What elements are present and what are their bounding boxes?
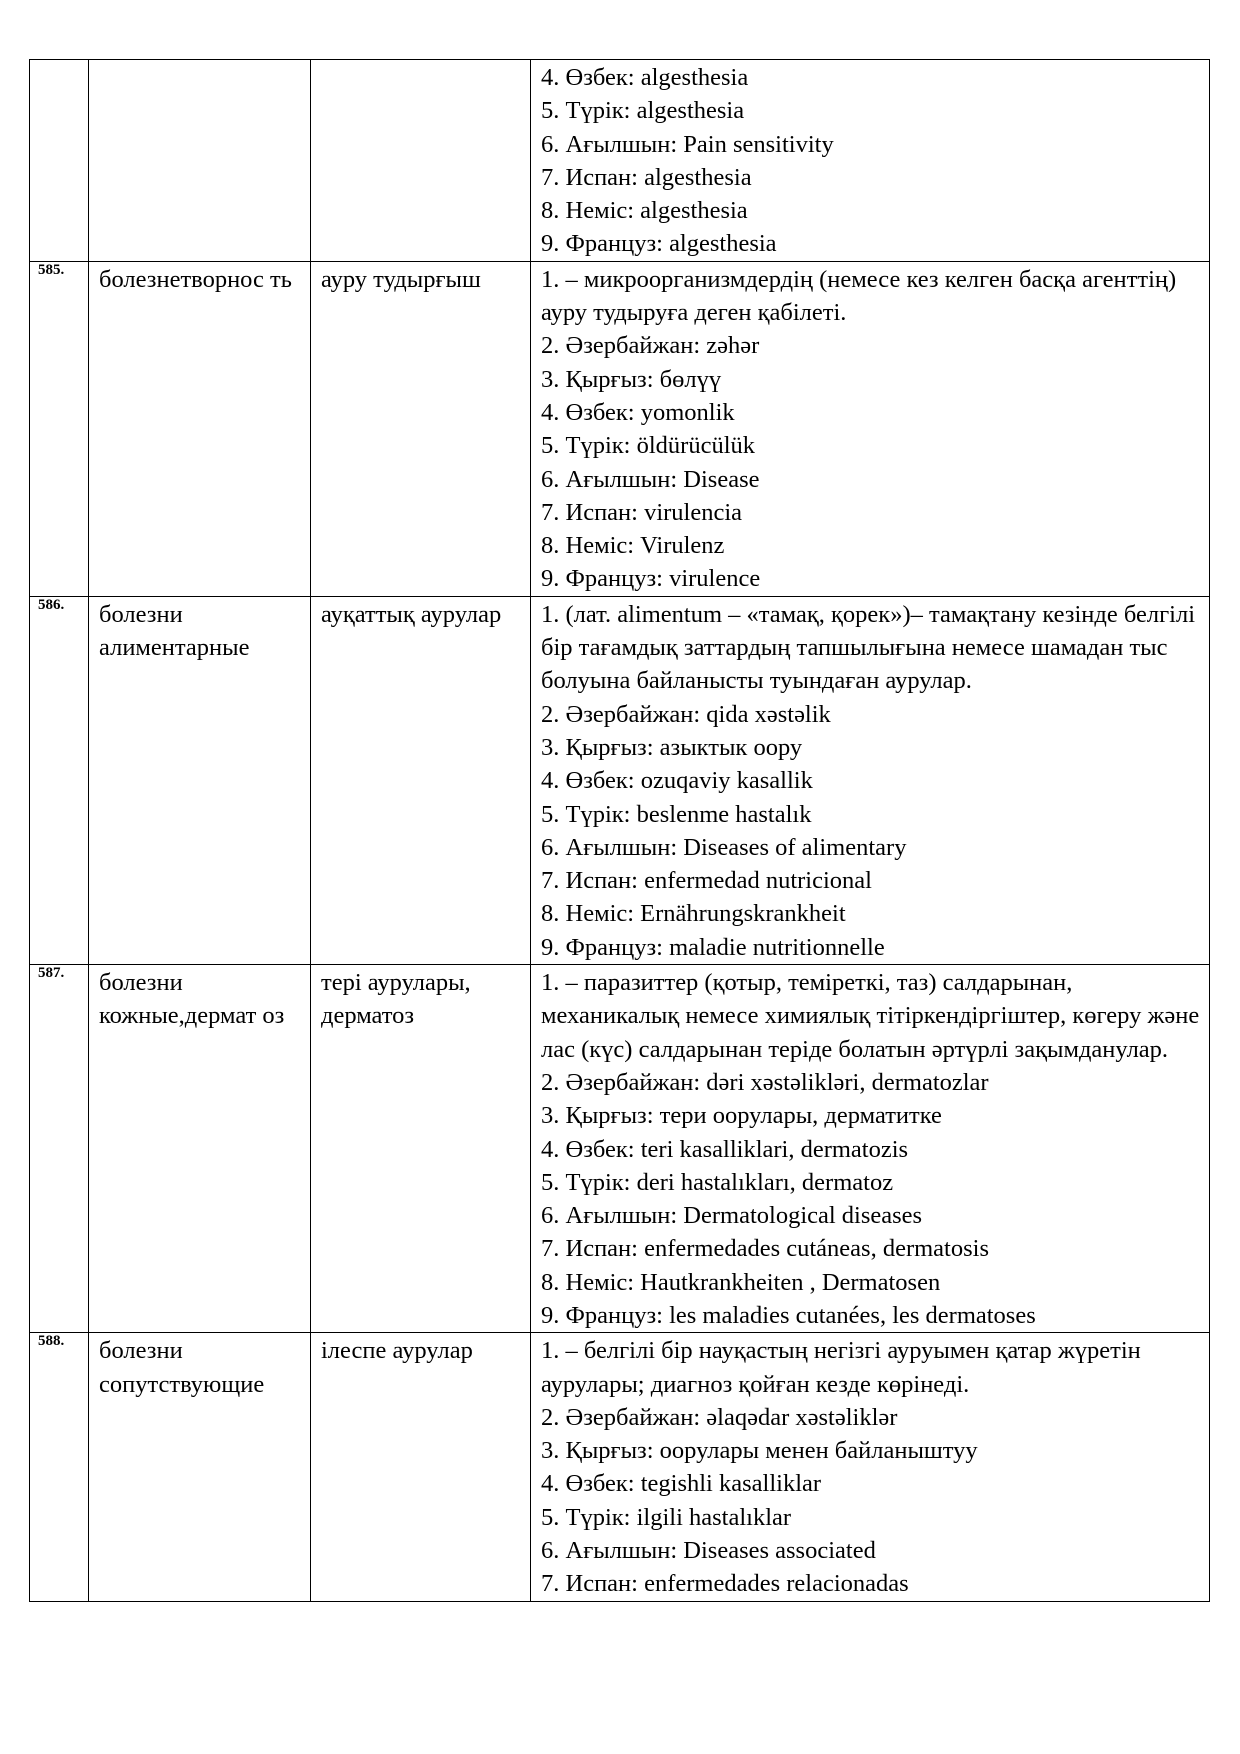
table-row [30, 1333, 1210, 1601]
translation-line: 2. Әзербайжан: qida xəstəlik [541, 700, 831, 728]
russian-term: болезни кожные,дермат оз [89, 965, 311, 1333]
translation-line: 7. Испан: enfermedades relacionadas [541, 1570, 909, 1598]
translation-line: 6. Ағылшын: Disease [541, 465, 760, 493]
translation-line: 9. Француз: maladie nutritionnelle [541, 933, 885, 961]
translation-line: 6. Ағылшын: Diseases of alimentary [541, 833, 907, 861]
definition-text: 1. – паразиттер (қотыр, теміреткі, таз) салдарынан, механикалық немесе химиялық тітіркендіргіштер, көгеру және лас (күс) салдарынан теріде болатын әртүрлі зақымданулар. [541, 969, 1200, 1063]
definition-text: 1. – белгілі бір науқастың негізгі ауруымен қатар жүретін аурулары; диагноз қойған кезде көрінеді. [541, 1337, 1141, 1398]
translation-line: 4. Өзбек: ozuqaviy kasallik [541, 767, 813, 795]
definition-cell [531, 60, 1210, 262]
entry-number: 585. [30, 261, 89, 596]
kazakh-term: ауқаттық аурулар [311, 596, 531, 964]
translation-line: 6. Ағылшын: Dermatological diseases [541, 1202, 923, 1230]
kazakh-term [311, 60, 531, 262]
translation-line: 5. Түрік: öldürücülük [541, 432, 756, 460]
definition-cell [531, 261, 1210, 596]
translation-line: 2. Әзербайжан: əlaqədar xəstəliklər [541, 1403, 898, 1431]
definition-line: 7. Испан: algesthesia [541, 163, 752, 191]
translation-line: 5. Түрік: ilgili hastalıklar [541, 1503, 792, 1531]
table-row [30, 596, 1210, 964]
definition-line: 9. Француз: algesthesia [541, 230, 777, 258]
entry-number: 588. [30, 1333, 89, 1601]
translation-line: 4. Өзбек: yomonlik [541, 398, 735, 426]
glossary-table [29, 59, 1210, 1602]
definition-text: 1. (лат. alimentum – «тамақ, қорек»)– тамақтану кезінде белгілі бір тағамдық заттардың тапшылығына немесе шамадан тыс болуына байланысты туындаған аурулар. [541, 600, 1195, 695]
table-row [30, 965, 1210, 1333]
translation-line: 5. Түрік: beslenme hastalık [541, 800, 812, 828]
kazakh-term: ілеспе аурулар [311, 1333, 531, 1601]
table-row [30, 60, 1210, 262]
definition-text: 1. – микроорганизмдердің (немесе кез келген басқа агенттің) ауру тудыруға деген қабілеті. [541, 265, 1177, 327]
translation-line: 3. Қырғыз: оорулары менен байланыштуу [541, 1437, 978, 1465]
kazakh-term: тері аурулары, дерматоз [311, 965, 531, 1333]
translation-line: 7. Испан: virulencia [541, 498, 743, 526]
translation-line: 8. Неміс: Virulenz [541, 532, 725, 560]
russian-term [89, 60, 311, 262]
translation-line: 7. Испан: enfermedad nutricional [541, 867, 872, 895]
entry-number: 587. [30, 965, 89, 1333]
translation-line: 8. Неміс: Hautkrankheiten , Dermatosen [541, 1268, 941, 1296]
definition-cell [531, 596, 1210, 964]
definition-line: 8. Неміс: algesthesia [541, 197, 748, 225]
translation-line: 9. Француз: les maladies cutanées, les dermatoses [541, 1301, 1036, 1329]
translation-line: 2. Әзербайжан: dəri xəstəlikləri, dermatozlar [541, 1068, 989, 1096]
kazakh-term: ауру тудырғыш [311, 261, 531, 596]
translation-line: 4. Өзбек: tegishli kasalliklar [541, 1470, 822, 1498]
table-row [30, 261, 1210, 596]
translation-line: 8. Неміс: Ernährungskrankheit [541, 900, 846, 928]
russian-term: болезни сопутствующие [89, 1333, 311, 1601]
glossary-table-body [30, 60, 1210, 1602]
translation-line: 9. Француз: virulence [541, 565, 761, 593]
definition-cell [531, 1333, 1210, 1601]
translation-line: 4. Өзбек: teri kasalliklari, dermatozis [541, 1135, 909, 1163]
russian-term: болезнетворнос ть [89, 261, 311, 596]
translation-line: 5. Түрік: deri hastalıkları, dermatoz [541, 1168, 894, 1196]
russian-term: болезни алиментарные [89, 596, 311, 964]
translation-line: 2. Әзербайжан: zəhər [541, 332, 760, 360]
translation-line: 6. Ағылшын: Diseases associated [541, 1537, 876, 1565]
translation-line: 7. Испан: enfermedades cutáneas, dermatosis [541, 1235, 989, 1263]
definition-cell [531, 965, 1210, 1333]
definition-line: 4. Өзбек: algesthesia [541, 64, 749, 91]
definition-line: 6. Ағылшын: Pain sensitivity [541, 130, 834, 158]
translation-line: 3. Қырғыз: тери оорулары, дерматитке [541, 1102, 942, 1130]
entry-number: 586. [30, 596, 89, 964]
translation-line: 3. Қырғыз: бөлүү [541, 365, 722, 393]
definition-line: 5. Түрік: algesthesia [541, 97, 745, 125]
translation-line: 3. Қырғыз: азыктык оору [541, 733, 803, 761]
entry-number [30, 60, 89, 262]
